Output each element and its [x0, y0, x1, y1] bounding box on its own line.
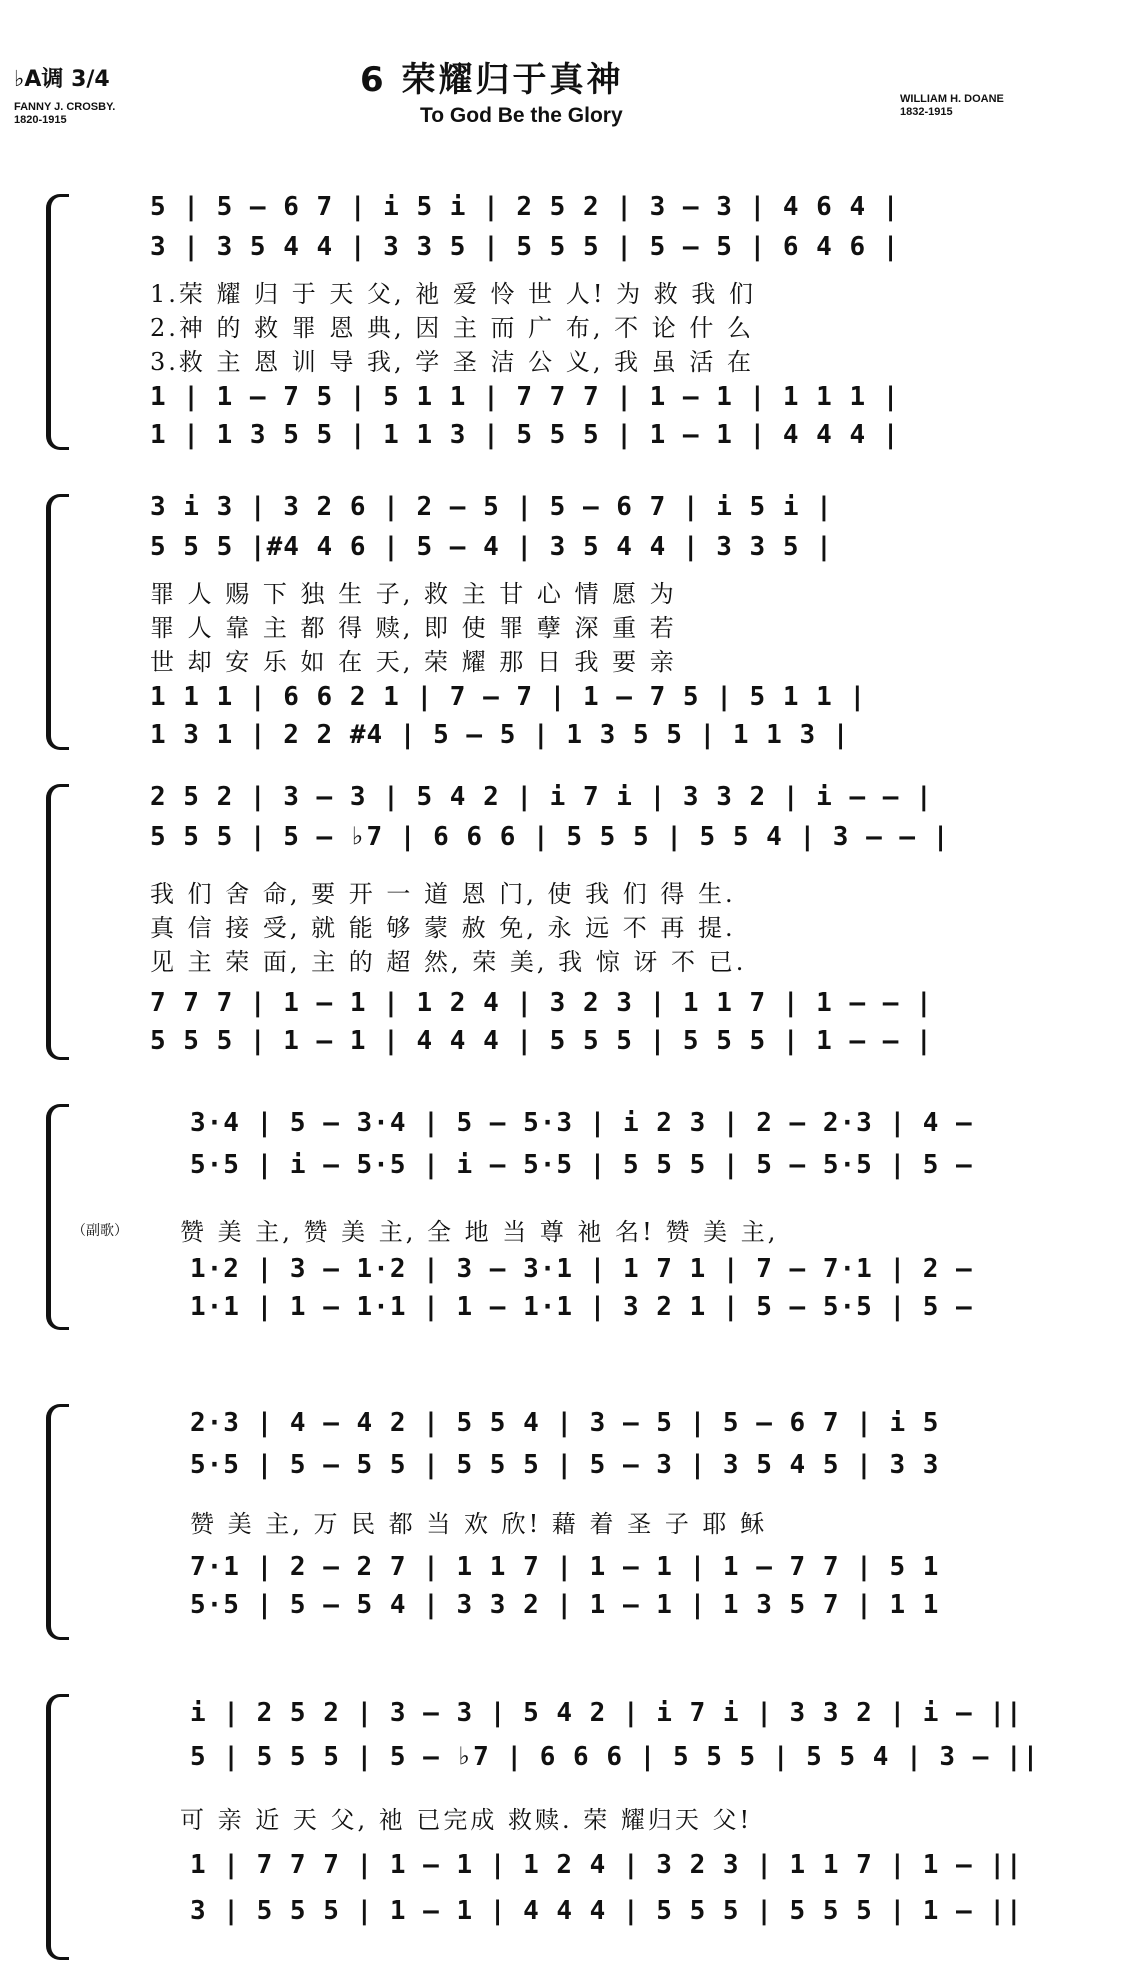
song-title: 6 荣耀归于真神 [360, 60, 624, 100]
bass-line: 1 | 1 3 5 5 | 1 1 3 | 5 5 5 | 1 — 1 | 4 4 4 | [150, 420, 900, 450]
lyric-verse-3: 3.救 主 恩 训 导 我, 学 圣 洁 公 义, 我 虽 活 在 [150, 348, 754, 376]
lyricist-credit [14, 101, 115, 127]
soprano-line: 3 i 3 | 3 2 6 | 2 — 5 | 5 — 6 7 | i 5 i | [150, 492, 833, 522]
alto-line: 5 | 5 5 5 | 5 — ♭7 | 6 6 6 | 5 5 5 | 5 5 4 | 3 — || [190, 1742, 1040, 1772]
alto-line: 5 5 5 |#4 4 6 | 5 — 4 | 3 5 4 4 | 3 3 5 | [150, 532, 833, 562]
score-system-1 [0, 180, 1142, 460]
alto-line: 5 5 5 | 5 — ♭7 | 6 6 6 | 5 5 5 | 5 5 4 | 3 — — | [150, 822, 950, 852]
system-brace [46, 1404, 69, 1640]
alto-line: 5·5 | 5 — 5 5 | 5 5 5 | 5 — 3 | 3 5 4 5 | 3 3 [190, 1450, 940, 1480]
composer-name: WILLIAM H. DOANE [900, 93, 1004, 105]
lyric-verse-2: 真 信 接 受, 就 能 够 蒙 赦 免, 永 远 不 再 提. [150, 914, 736, 942]
lyric-verse-1: 我 们 舍 命, 要 开 一 道 恩 门, 使 我 们 得 生. [150, 880, 736, 908]
lyric-verse-1: 罪 人 赐 下 独 生 子, 救 主 甘 心 情 愿 为 [150, 580, 677, 608]
bass-line: 3 | 5 5 5 | 1 — 1 | 4 4 4 | 5 5 5 | 5 5 5 | 1 — || [190, 1896, 1023, 1926]
score-system-4 [0, 1090, 1142, 1340]
lyric-refrain: 赞 美 主, 赞 美 主, 全 地 当 尊 祂 名! 赞 美 主, [180, 1218, 779, 1246]
lyricist-dates: 1820-1915 [14, 114, 67, 126]
bass-line: 5·5 | 5 — 5 4 | 3 3 2 | 1 — 1 | 1 3 5 7 | 1 1 [190, 1590, 940, 1620]
system-brace [46, 194, 69, 450]
score-system-3 [0, 770, 1142, 1070]
score-system-2 [0, 480, 1142, 760]
soprano-line: 2 5 2 | 3 — 3 | 5 4 2 | i 7 i | 3 3 2 | i — — | [150, 782, 933, 812]
lyricist-name: FANNY J. CROSBY. [14, 101, 116, 113]
key-signature: ♭A调 3/4 [14, 67, 110, 92]
lyric-verse-3: 世 却 安 乐 如 在 天, 荣 耀 那 日 我 要 亲 [150, 648, 677, 676]
tenor-line: 7 7 7 | 1 — 1 | 1 2 4 | 3 2 3 | 1 1 7 | 1 — — | [150, 988, 933, 1018]
soprano-line: 3·4 | 5 — 3·4 | 5 — 5·3 | i 2 3 | 2 — 2·3 | 4 — [190, 1108, 973, 1138]
bass-line: 1·1 | 1 — 1·1 | 1 — 1·1 | 3 2 1 | 5 — 5·5 | 5 — [190, 1292, 973, 1322]
composer-credit [900, 93, 1004, 119]
system-brace [46, 1104, 69, 1330]
system-brace [46, 784, 69, 1060]
tenor-line: 1 1 1 | 6 6 2 1 | 7 — 7 | 1 — 7 5 | 5 1 1 | [150, 682, 867, 712]
alto-line: 5·5 | i — 5·5 | i — 5·5 | 5 5 5 | 5 — 5·5 | 5 — [190, 1150, 973, 1180]
song-subtitle: To God Be the Glory [420, 104, 623, 127]
composer-dates: 1832-1915 [900, 106, 953, 118]
bass-line: 5 5 5 | 1 — 1 | 4 4 4 | 5 5 5 | 5 5 5 | 1 — — | [150, 1026, 933, 1056]
lyric-verse-1: 1.荣 耀 归 于 天 父, 祂 爱 怜 世 人! 为 救 我 们 [150, 280, 756, 308]
refrain-label: （副歌） [72, 1223, 128, 1239]
lyric-refrain: 赞 美 主, 万 民 都 当 欢 欣! 藉 着 圣 子 耶 稣 [190, 1510, 768, 1538]
alto-line: 3 | 3 5 4 4 | 3 3 5 | 5 5 5 | 5 — 5 | 6 4 6 | [150, 232, 900, 262]
system-brace [46, 494, 69, 750]
tenor-line: 7·1 | 2 — 2 7 | 1 1 7 | 1 — 1 | 1 — 7 7 | 5 1 [190, 1552, 940, 1582]
tenor-line: 1 | 7 7 7 | 1 — 1 | 1 2 4 | 3 2 3 | 1 1 7 | 1 — || [190, 1850, 1023, 1880]
lyric-refrain: 可 亲 近 天 父, 祂 已完成 救赎. 荣 耀归天 父! [180, 1806, 753, 1834]
system-brace [46, 1694, 69, 1960]
score-system-5 [0, 1390, 1142, 1650]
lyric-verse-2: 罪 人 靠 主 都 得 赎, 即 使 罪 孽 深 重 若 [150, 614, 677, 642]
soprano-line: 2·3 | 4 — 4 2 | 5 5 4 | 3 — 5 | 5 — 6 7 | i 5 [190, 1408, 940, 1438]
soprano-line: 5 | 5 — 6 7 | i 5 i | 2 5 2 | 3 — 3 | 4 6 4 | [150, 192, 900, 222]
lyric-verse-2: 2.神 的 救 罪 恩 典, 因 主 而 广 布, 不 论 什 么 [150, 314, 754, 342]
tenor-line: 1 | 1 — 7 5 | 5 1 1 | 7 7 7 | 1 — 1 | 1 1 1 | [150, 382, 900, 412]
score-system-6 [0, 1680, 1142, 1970]
soprano-line: i | 2 5 2 | 3 — 3 | 5 4 2 | i 7 i | 3 3 2 | i — || [190, 1698, 1023, 1728]
tenor-line: 1·2 | 3 — 1·2 | 3 — 3·1 | 1 7 1 | 7 — 7·1 | 2 — [190, 1254, 973, 1284]
lyric-verse-3: 见 主 荣 面, 主 的 超 然, 荣 美, 我 惊 讶 不 已. [150, 948, 747, 976]
bass-line: 1 3 1 | 2 2 #4 | 5 — 5 | 1 3 5 5 | 1 1 3 | [150, 720, 850, 750]
